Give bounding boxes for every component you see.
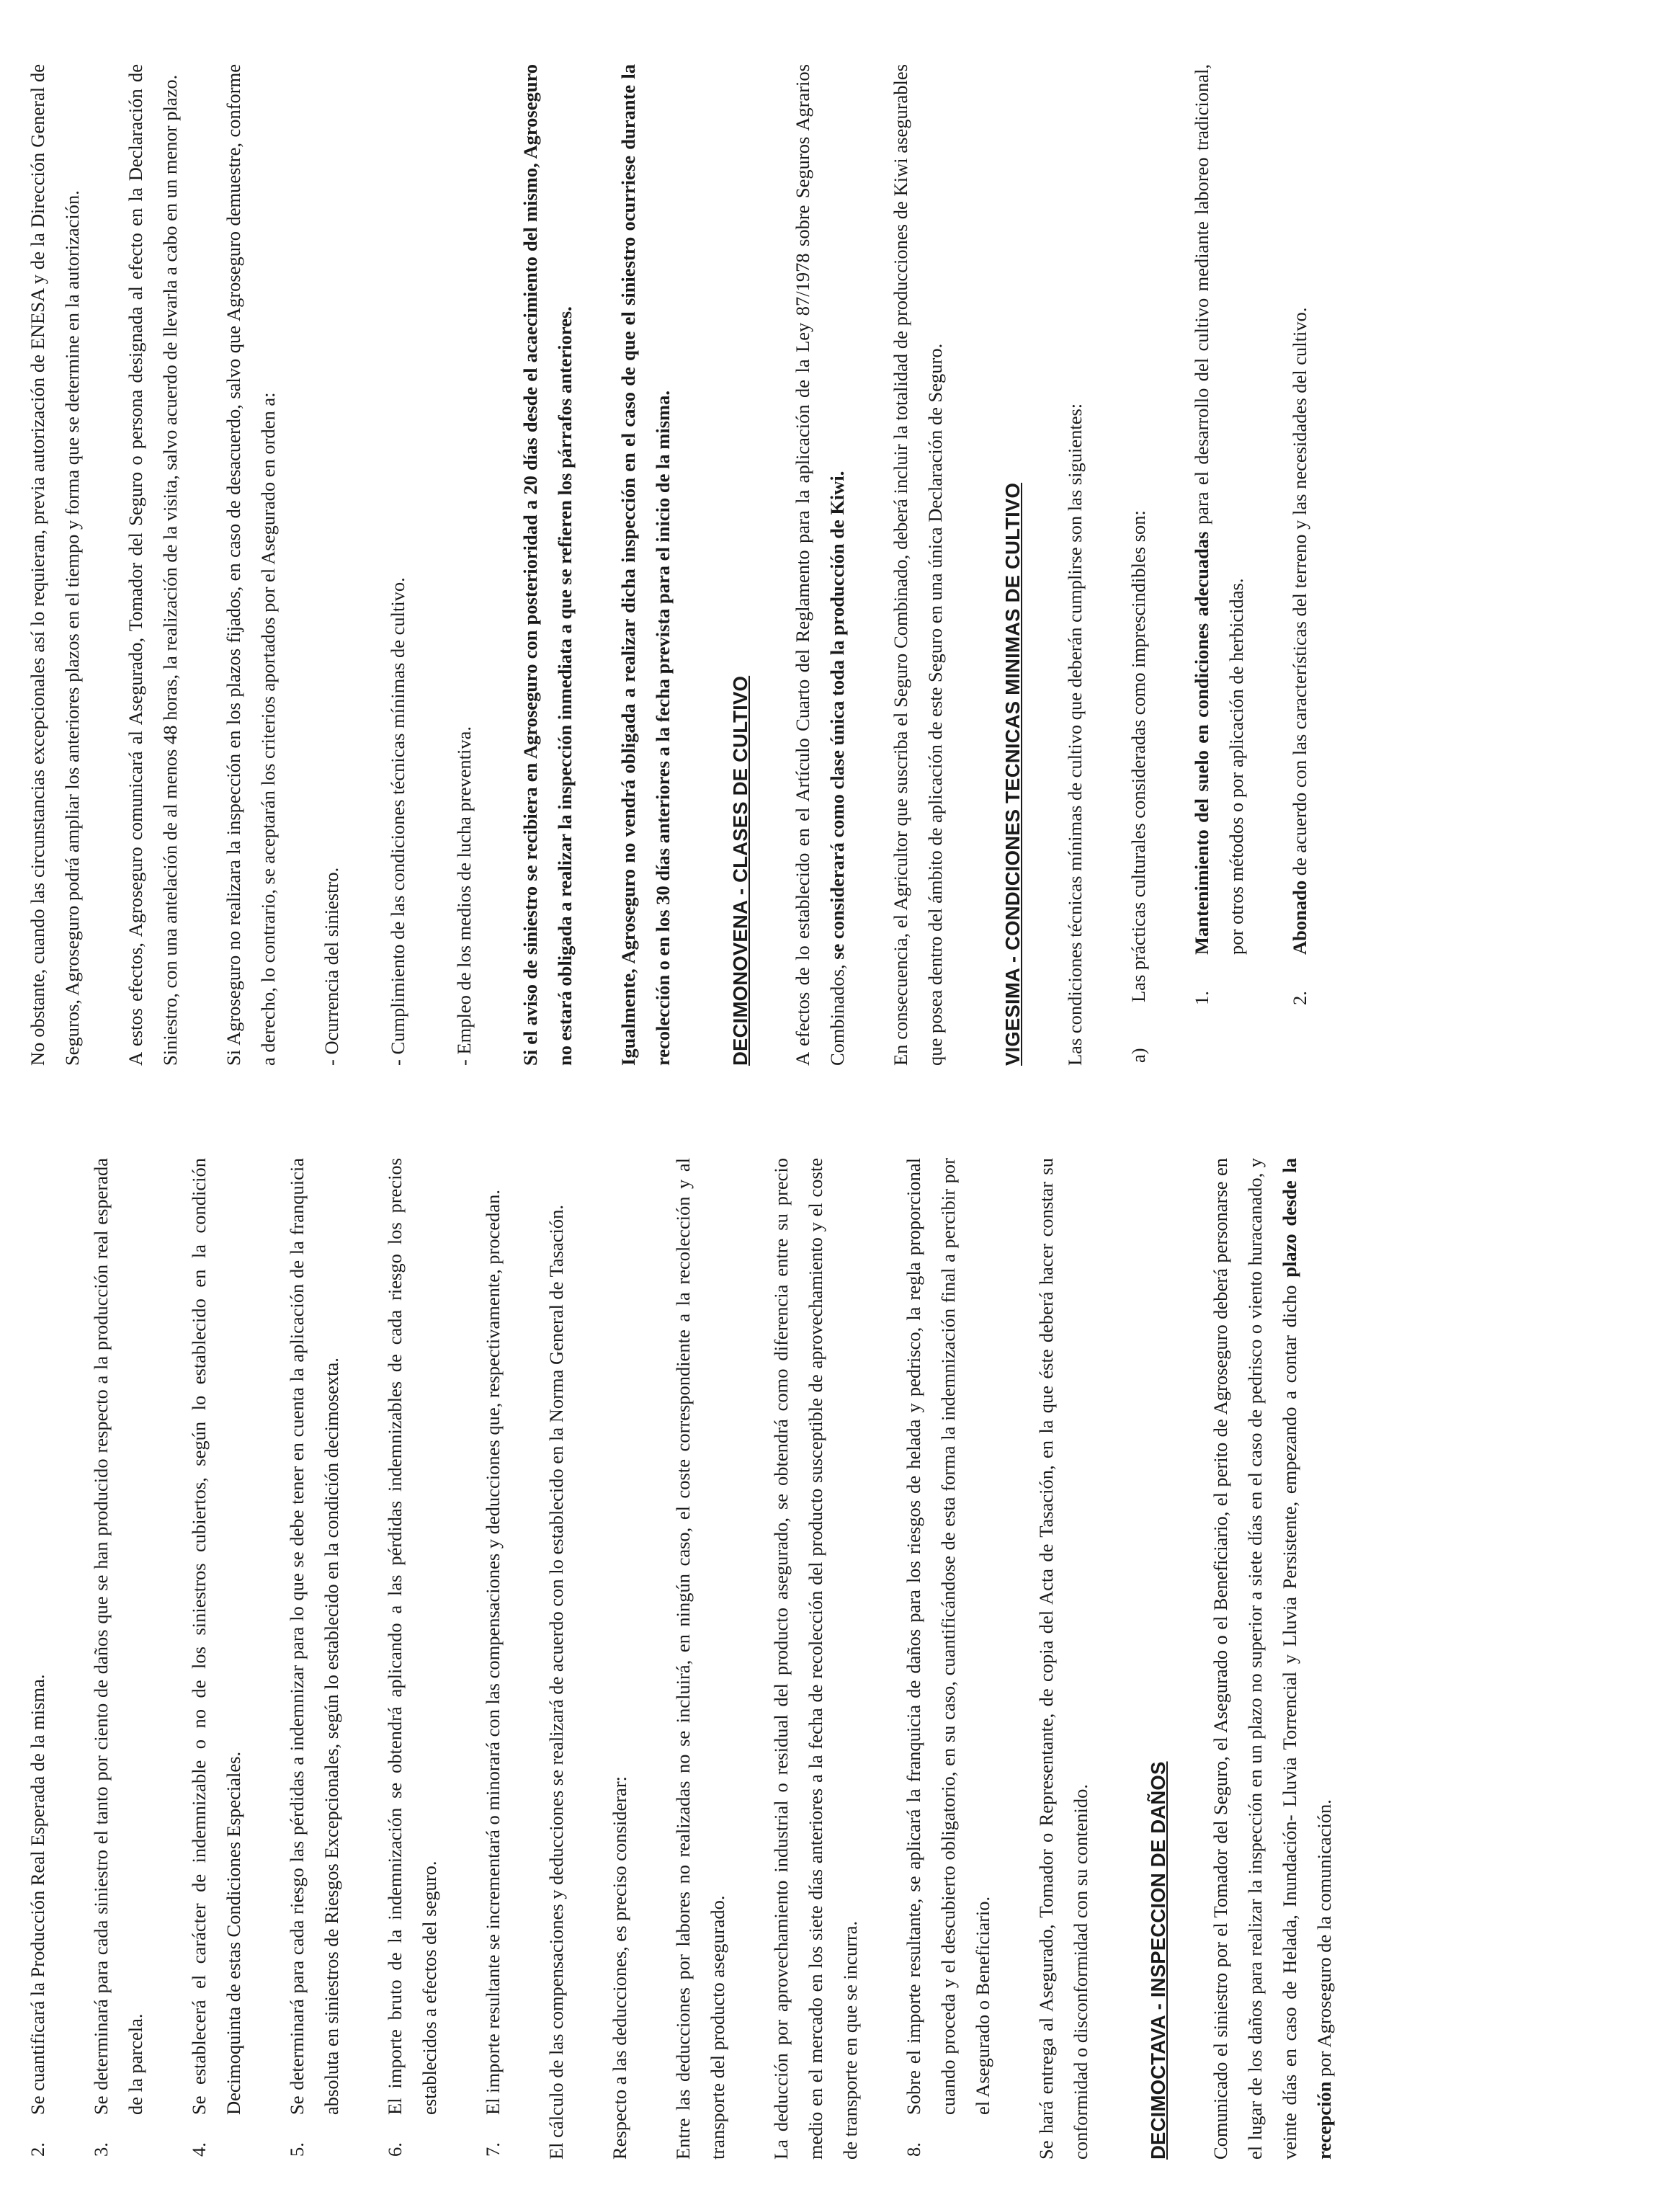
paragraph-condiciones: Las condiciones técnicas mínimas de cultivo que deberán cumplirse son las siguientes: <box>1064 403 1086 1066</box>
item-number: 2. <box>27 2142 48 2157</box>
aviso-bold: Si el aviso de siniestro se recibiera en Agroseguro con posterioridad a 20 días desde el acaecimiento del mismo, Agroseguro no estará obligada a realizar la inspección inmediata a que se refieren los párrafos anteriores. <box>519 64 576 1066</box>
paragraph-deduccion: La deducción por aprovechamiento industrial o residual del producto asegurado, se obtendrá como diferencia entre su precio medio en el mercado en los siete días anteriores a la fecha de recolección del producto susceptible de aprovechamiento y el coste de transporte en que se incurra. <box>770 1158 861 2160</box>
numbered-item-2 <box>1282 64 1317 1005</box>
paragraph-aviso <box>513 64 582 1066</box>
item-number: 6. <box>384 2142 406 2157</box>
paragraph-si-agroseguro: Si Agroseguro no realizara la inspección en los plazos fijados, en caso de desacuerdo, salvo que Agroseguro demuestre, conforme a derecho, lo contrario, se aceptarán los criterios aportados por el Asegurado en orden a: <box>223 64 279 1066</box>
igualmente-bold: Igualmente, Agroseguro no vendrá obligada a realizar dicha inspección en el caso de que el siniestro ocurriese durante la recolección o en los 30 días anteriores a la fecha prevista para el inicio de la misma. <box>617 64 674 1066</box>
dash-item-empleo: - Empleo de los medios de lucha preventiva. <box>453 726 475 1066</box>
numbered-item-1 <box>1184 64 1254 1005</box>
item-text <box>1282 64 1317 955</box>
comunicado-end: por Agroseguro de la comunicación. <box>1313 1799 1335 2082</box>
section-heading-decimonovena: DECIMONOVENA - CLASES DE CULTIVO <box>729 675 751 1066</box>
item-number: 8. <box>903 2142 924 2157</box>
item-text: Se determinará para cada siniestro el tanto por ciento de daños que se han producido respecto a la producción real esperada de la parcela. <box>90 1158 146 2115</box>
list-item-7 <box>475 1158 510 2160</box>
item-text: El importe bruto de la indemnización se obtendrá aplicando a las pérdidas indemnizables de cada riesgo los precios establecidos a efectos del seguro. <box>384 1158 440 2115</box>
item-rest: de acuerdo con las características del terreno y las necesidades del cultivo. <box>1289 307 1310 881</box>
comunicado-text: Comunicado el siniestro por el Tomador del Seguro, el Asegurado o el Beneficiario, el perito de Agroseguro deberá personarse en el lugar de los daños para realizar la inspección en un plazo no superior a siete días en el caso de pedrisco o viento huracanado, y veinte días en caso de Helada, <box>1210 1158 1300 2160</box>
paragraph-igualmente <box>611 64 680 1066</box>
sub-letter: a) <box>1127 1048 1149 1063</box>
efectos-text: A efectos de lo establecido en el Artículo Cuarto del Reglamento para la aplicación de la Ley 87/1978 sobre Seguros Agrarios Combinados, <box>792 64 848 1066</box>
item-number: 2. <box>1289 991 1310 1005</box>
paragraph-calculo: El cálculo de las compensaciones y deducciones se realizará de acuerdo con lo establecido en la Norma General de Tasación. <box>545 1204 567 2160</box>
paragraph-entrega: Se hará entrega al Asegurado, Tomador o Representante, de copia del Acta de Tasación, en la que éste deberá hacer constar su conformidad o disconformidad con su contenido. <box>1035 1158 1091 2160</box>
list-item-8 <box>896 1158 1000 2160</box>
item-text: Se cuantificará la Producción Real Esperada de la misma. <box>27 1674 48 2115</box>
sub-item-a <box>1121 64 1156 1066</box>
item-number: 1. <box>1191 991 1212 1005</box>
item-bold: Abonado <box>1289 880 1310 955</box>
efectos-bold: se considerará como clase única toda la producción de Kiwi. <box>826 471 848 960</box>
comunicado-tail: Inundación- Lluvia Torrencial y Lluvia Persistente, empezando a contar dicho <box>1279 1277 1300 1907</box>
right-column <box>20 64 1346 1066</box>
list-item-3 <box>84 1158 153 2160</box>
list-item-6 <box>377 1158 447 2160</box>
item-bold: Mantenimiento del suelo en condiciones adecuadas <box>1191 531 1212 955</box>
sub-text: Las prácticas culturales consideradas como imprescindibles son: <box>1127 510 1149 1002</box>
dash-item-cumplimiento: - Cumplimiento de las condiciones técnicas mínimas de cultivo. <box>387 577 408 1066</box>
item-number: 4. <box>188 2142 210 2157</box>
paragraph-no-obstante: No obstante, cuando las circunstancias excepcionales así lo requieran, previa autorización de ENESA y de la Dirección General de Seguros, Agroseguro podrá ampliar los anteriores plazos en el tiempo y forma que se determine en la autorización. <box>27 64 83 1066</box>
item-text: Se establecerá el carácter de indemnizable o no de los siniestros cubiertos, según lo establecido en la condición Decimoquinta de estas Condiciones Especiales. <box>188 1158 244 2115</box>
list-item-5 <box>280 1158 349 2160</box>
paragraph-entre: Entre las deducciones por labores no realizadas no se incluirá, en ningún caso, el coste correspondiente a la recolección y al transporte del producto asegurado. <box>672 1158 728 2160</box>
item-text <box>1184 64 1254 955</box>
item-number: 3. <box>90 2142 112 2157</box>
section-heading-decimoctava: DECIMOCTAVA - INSPECCION DE DAÑOS <box>1147 1761 1169 2160</box>
paragraph-comunicado <box>1203 1158 1341 2160</box>
item-number: 7. <box>482 2142 504 2157</box>
list-item-4 <box>182 1158 251 2160</box>
dash-item-ocurrencia: - Ocurrencia del siniestro. <box>321 867 342 1066</box>
section-heading-vigesima: VIGESIMA - CONDICIONES TECNICAS MINIMAS DE CULTIVO <box>1001 482 1024 1066</box>
paragraph-consecuencia: En consecuencia, el Agricultor que suscriba el Seguro Combinado, deberá incluir la totalidad de producciones de Kiwi asegurables que posea dentro del ámbito de aplicación de este Seguro en una única Declaración de Seguro. <box>890 64 946 1066</box>
paragraph-efectos <box>785 64 854 1066</box>
item-number: 5. <box>286 2142 308 2157</box>
paragraph-respecto: Respecto a las deducciones, es preciso considerar: <box>609 1775 630 2160</box>
left-column <box>20 1158 1370 2160</box>
list-item-2 <box>20 1158 55 2160</box>
item-text: Se determinará para cada riesgo las pérdidas a indemnizar para lo que se debe tener en cuenta la aplicación de la franquicia absoluta en siniestros de Riesgos Excepcionales, según lo establecido en la condición decimosexta. <box>286 1158 342 2115</box>
item-text: Sobre el importe resultante, se aplicará la franquicia de daños para los riesgos de helada y pedrisco, la regla proporcional cuando proceda y el descubierto obligatorio, en su caso, cuantificándose de esta forma la indemnización final a percibir por el Asegurado o Beneficiario. <box>903 1158 993 2115</box>
comunicado-bold: plazo desde la recepción <box>1279 1158 1335 2160</box>
item-text: El importe resultante se incrementará o minorará con las compensaciones y deducciones que, respectivamente, procedan. <box>482 1190 504 2115</box>
paragraph-a-estos-efectos: A estos efectos, Agroseguro comunicará al Asegurado, Tomador del Seguro o persona designada al efecto en la Declaración de Siniestro, con una antelación de al menos 48 horas, la realización de la visita, salvo acuerdo de llevarla a cabo en un menor plazo. <box>125 64 181 1066</box>
item-rest: para el desarrollo del cultivo mediante laboreo tradicional, por otros métodos o por aplicación de herbicidas. <box>1191 64 1247 955</box>
